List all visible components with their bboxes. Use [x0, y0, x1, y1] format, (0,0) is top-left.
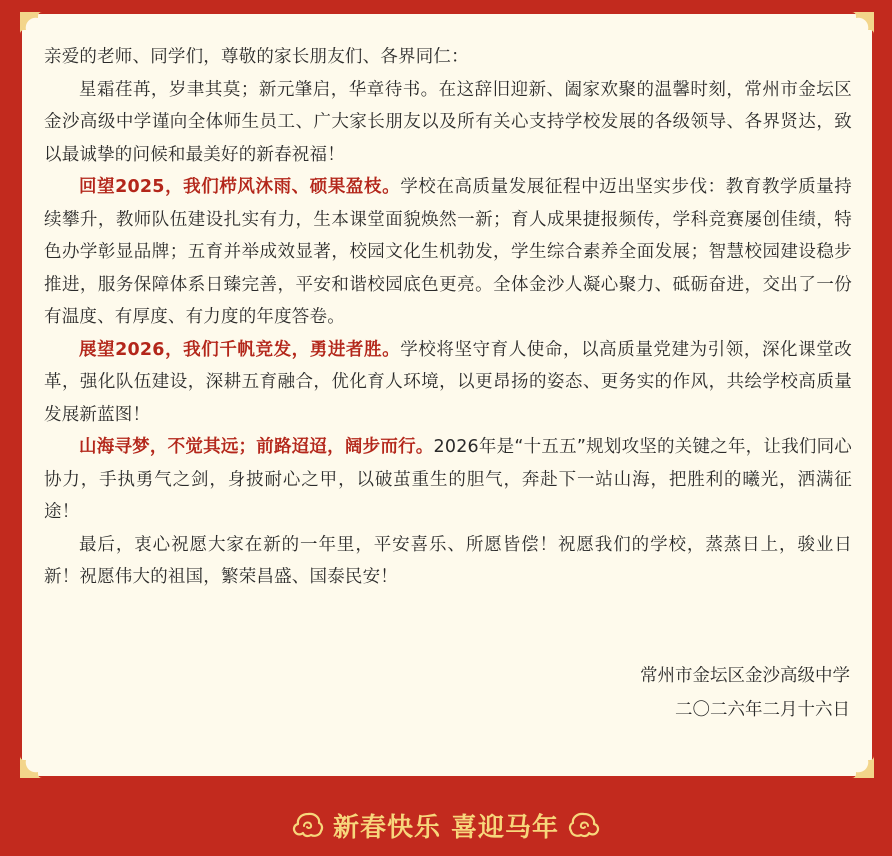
letter-card — [22, 14, 872, 776]
auspicious-cloud-icon — [567, 810, 601, 840]
review-heading: 回望2025，我们栉风沐雨、硕果盈枝。 — [79, 177, 401, 197]
journey-heading: 山海寻梦，不觉其远；前路迢迢，阔步而行。 — [79, 437, 434, 457]
paragraph-closing: 最后，衷心祝愿大家在新的一年里，平安喜乐、所愿皆偿！祝愿我们的学校，蒸蒸日上，骏业日新！祝愿伟大的祖国，繁荣昌盛、国泰民安！ — [44, 534, 852, 587]
paragraph-review — [44, 171, 852, 334]
outlook-heading: 展望2026，我们千帆竞发，勇进者胜。 — [79, 339, 401, 360]
auspicious-cloud-icon — [291, 810, 325, 840]
paragraph-journey — [44, 431, 852, 529]
footer-banner-text: 新春快乐 喜迎马年 — [332, 812, 560, 843]
letter-body — [44, 41, 852, 594]
journey-text: 2026年是“十五五”规划攻坚的关键之年，让我们同心协力，手执勇气之剑，身披耐心之甲，以破茧重生的胆气，奔赴下一站山海，把胜利的曦光，洒满征途！ — [44, 437, 853, 522]
greeting: 亲爱的老师、同学们，尊敬的家长朋友们、各界同仁： — [44, 47, 469, 67]
outlook-text: 学校将坚守育人使命，以高质量党建为引领，深化课堂改革，强化队伍建设，深耕五育融合，优化育人环境，以更昂扬的姿态、更务实的作风，共绘学校高质量发展新蓝图！ — [44, 339, 852, 425]
corner-ornament-icon — [848, 12, 874, 38]
signature-org: 常州市金坛区金沙高级中学 — [640, 666, 850, 686]
corner-ornament-icon — [20, 12, 46, 38]
paragraph-outlook — [44, 334, 852, 432]
corner-ornament-icon — [20, 752, 46, 778]
corner-ornament-icon — [848, 752, 874, 778]
review-text: 学校在高质量发展征程中迈出坚实步伐：教育教学质量持续攀升，教师队伍建设扎实有力，生本课堂面貌焕然一新；育人成果捷报频传，学科竞赛屡创佳绩，特色办学彰显品牌；五育并举成效显著，校园文化生机勃发，学生综合素养全面发展；智慧校园建设稳步推进，服务保障体系日臻完善，平安和谐校园底色更亮。全体金沙人凝心聚力、砥砺奋进，交出了一份有温度、有厚度、有力度的年度答卷。 — [44, 177, 852, 327]
footer-banner — [0, 798, 892, 852]
paragraph-opening: 星霜荏苒，岁聿其莫；新元肇启，华章待书。在这辞旧迎新、阖家欢聚的温馨时刻，常州市金坛区金沙高级中学谨向全体师生员工、广大家长朋友以及所有关心支持学校发展的各级领导、各界贤达，致以最诚挚的问候和最美好的新春祝福！ — [44, 79, 852, 165]
signature-date: 二〇二六年二月十六日 — [675, 700, 850, 720]
